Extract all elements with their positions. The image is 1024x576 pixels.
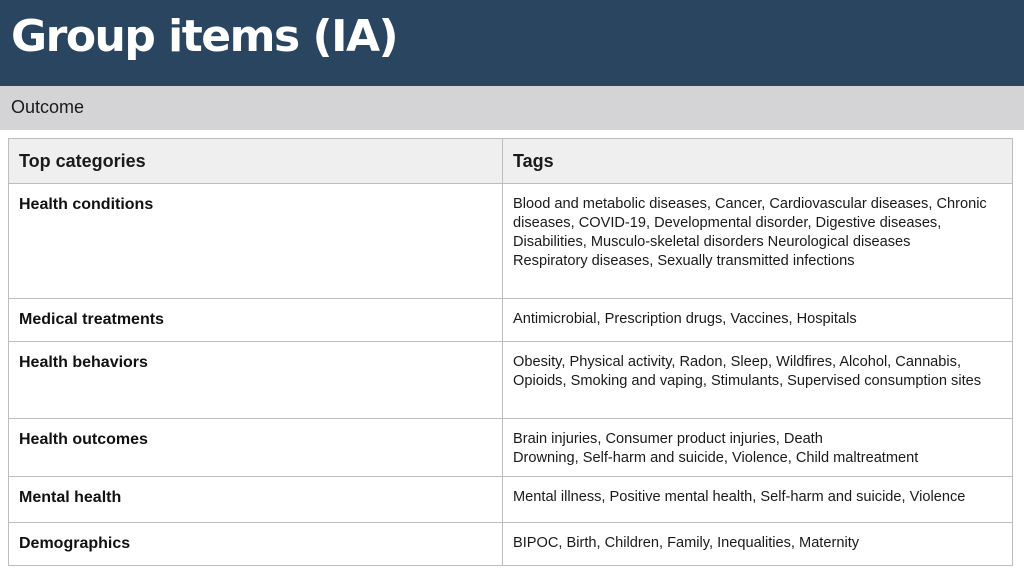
table-row (9, 523, 1013, 566)
tags-text: Mental illness, Positive mental health, Self-harm and suicide, Violence (513, 489, 966, 505)
category-cell: Health outcomes (9, 419, 503, 477)
category-cell: Medical treatments (9, 299, 503, 342)
tags-text: Respiratory diseases, Sexually transmitted infections (513, 253, 855, 269)
tags-cell (503, 523, 1013, 566)
tags-cell (503, 419, 1013, 477)
tags-text: Blood and metabolic diseases, Cancer, Cardiovascular diseases, Chronic diseases, COVID-19, Developmental disorder, Digestive diseases, Disabilities, Musculo-skeletal disorders Neurological diseases (513, 196, 987, 250)
table-row (9, 477, 1013, 523)
header-tags: Tags (503, 139, 1013, 184)
table-row (9, 184, 1013, 299)
page-title: Group items (IA) (11, 11, 398, 62)
table-row (9, 299, 1013, 342)
header-top-categories: Top categories (9, 139, 503, 184)
category-cell: Demographics (9, 523, 503, 566)
tags-cell (503, 477, 1013, 523)
subtitle-bar (0, 86, 1024, 130)
table-row (9, 342, 1013, 419)
title-bar (0, 0, 1024, 86)
category-cell: Mental health (9, 477, 503, 523)
table-header-row (9, 139, 1013, 184)
table-row (9, 419, 1013, 477)
tags-cell (503, 342, 1013, 419)
category-cell: Health behaviors (9, 342, 503, 419)
tags-text: Antimicrobial, Prescription drugs, Vaccines, Hospitals (513, 311, 857, 327)
category-cell: Health conditions (9, 184, 503, 299)
tags-text: Obesity, Physical activity, Radon, Sleep, Wildfires, Alcohol, Cannabis, Opioids, Smoking and vaping, Stimulants, Supervised consumption sites (513, 354, 982, 389)
tags-cell (503, 184, 1013, 299)
tags-text: BIPOC, Birth, Children, Family, Inequalities, Maternity (513, 535, 860, 551)
tags-text: Drowning, Self-harm and suicide, Violence, Child maltreatment (513, 450, 919, 466)
tags-text: Brain injuries, Consumer product injuries, Death (513, 431, 823, 447)
categories-table (8, 138, 1013, 566)
page-subtitle: Outcome (11, 97, 85, 117)
tags-cell (503, 299, 1013, 342)
